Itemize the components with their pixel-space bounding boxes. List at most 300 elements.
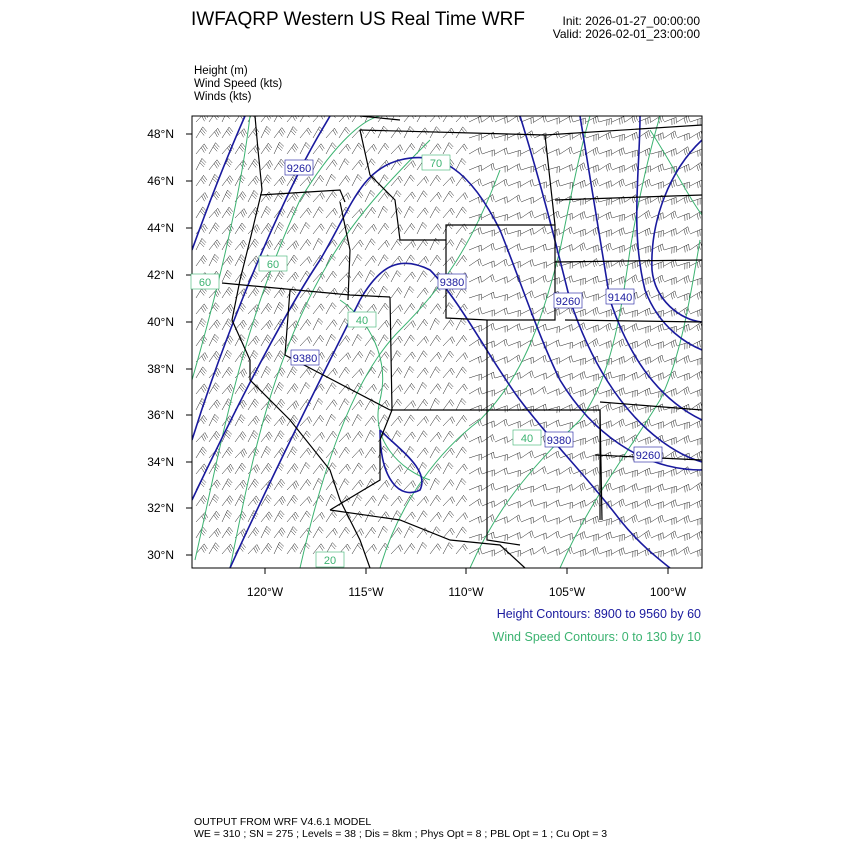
- wind-barb: [456, 398, 466, 410]
- wind-barb: [417, 462, 427, 474]
- wind-barb: [677, 244, 689, 252]
- wind-barb: [339, 464, 351, 474]
- wind-barb: [625, 421, 637, 429]
- wind-barb: [391, 385, 403, 394]
- wind-barb: [443, 320, 454, 331]
- wind-barb: [495, 277, 507, 284]
- wind-barb: [612, 117, 624, 125]
- wind-barb: [391, 305, 403, 314]
- wind-barb: [235, 415, 245, 427]
- wind-barb: [599, 310, 611, 318]
- wind-barb: [508, 501, 520, 508]
- wind-barb: [391, 319, 402, 330]
- wind-barb: [638, 308, 650, 316]
- wind-barb: [248, 159, 259, 170]
- wind-barb: [599, 550, 611, 558]
- wind-barb: [534, 133, 546, 140]
- wind-barb: [599, 532, 612, 540]
- wind-barb: [638, 531, 650, 540]
- wind-barb: [599, 150, 611, 158]
- wind-barb: [378, 526, 388, 538]
- wind-barb: [209, 240, 220, 250]
- wind-barb: [300, 497, 312, 507]
- wind-barb: [573, 438, 585, 445]
- wind-barb: [469, 165, 481, 172]
- wind-barb: [209, 111, 220, 122]
- field-label-wind-speed: Wind Speed (kts): [194, 78, 283, 90]
- wind-barb: [469, 485, 481, 492]
- wind-barb: [404, 352, 415, 362]
- height-contour-label: [634, 447, 662, 462]
- wind-barb: [495, 166, 507, 173]
- height-contour-label: [545, 432, 573, 447]
- wind-barb: [326, 320, 337, 330]
- wind-barb: [612, 245, 624, 253]
- wind-barb: [651, 373, 663, 381]
- wind-barb: [430, 144, 441, 154]
- wind-barb: [248, 336, 259, 346]
- wind-barb: [469, 294, 481, 301]
- wind-barb: [430, 175, 441, 186]
- wind-barb: [573, 163, 585, 171]
- wind-barb: [248, 385, 260, 395]
- wind-barb: [339, 353, 351, 362]
- wind-barb: [456, 144, 467, 154]
- svg-text:20: 20: [323, 555, 337, 567]
- wind-barb: [235, 449, 247, 458]
- wind-barb: [443, 463, 453, 475]
- wind-barb: [404, 303, 415, 314]
- wind-barb: [521, 500, 534, 507]
- wind-barb: [482, 372, 494, 379]
- wind-barb: [469, 259, 481, 266]
- wind-barb: [417, 368, 428, 378]
- wind-barb: [222, 350, 232, 362]
- wind-barb: [508, 341, 520, 348]
- wind-barb: [261, 143, 272, 154]
- wind-barb: [365, 527, 376, 538]
- wind-barb: [378, 206, 388, 218]
- wind-barb: [222, 496, 233, 506]
- wind-barb: [313, 432, 325, 442]
- wind-barb: [625, 515, 637, 523]
- wind-barb: [586, 467, 598, 475]
- wind-barb: [638, 179, 650, 187]
- height-contour-label: [438, 274, 466, 289]
- wind-barb: [599, 518, 612, 525]
- wind-barb: [586, 276, 598, 284]
- wind-barb: [443, 511, 454, 522]
- wind-barb: [521, 371, 533, 378]
- wind-barb: [586, 227, 598, 235]
- wind-barb: [352, 414, 362, 426]
- wind-barb: [261, 366, 271, 378]
- wind-barb: [469, 196, 481, 203]
- wind-barb: [534, 547, 546, 555]
- wind-barb: [196, 318, 206, 330]
- wind-barb: [378, 223, 389, 234]
- wind-barb: [664, 211, 676, 219]
- wind-barb: [625, 195, 637, 203]
- wind-barb: [274, 222, 284, 234]
- wind-barb: [430, 207, 440, 218]
- wind-barb: [300, 302, 310, 314]
- wind-barb: [222, 176, 233, 186]
- wind-barb: [313, 447, 323, 458]
- wind-barb: [677, 484, 689, 492]
- wind-barb: [664, 517, 676, 525]
- wind-barb: [352, 143, 363, 154]
- wind-barb: [625, 501, 637, 509]
- wind-barb: [222, 479, 232, 490]
- lat-tick-label: 48°N: [147, 127, 174, 141]
- height-contour-legend: Height Contours: 8900 to 9560 by 60: [496, 607, 701, 621]
- wind-barb: [209, 494, 219, 506]
- wind-barb: [222, 270, 232, 282]
- wind-barb: [469, 388, 482, 395]
- wind-barb: [235, 320, 247, 330]
- wind-barb: [534, 533, 546, 540]
- wind-barb: [430, 335, 441, 346]
- wind-barb: [287, 464, 298, 475]
- wind-barb: [443, 417, 455, 426]
- wind-barb: [300, 511, 311, 522]
- wind-barb: [625, 150, 637, 157]
- wind-barb: [378, 255, 388, 266]
- wind-barb: [469, 516, 481, 523]
- wind-barb: [625, 484, 638, 492]
- wind-barb: [677, 133, 689, 141]
- wind-barb: [391, 465, 403, 474]
- wind-barb: [534, 502, 546, 509]
- wind-barb: [378, 543, 389, 554]
- wind-barb: [573, 452, 586, 460]
- wind-barb: [495, 117, 507, 124]
- wind-barb: [352, 351, 363, 362]
- wind-barb: [651, 324, 664, 332]
- wind-barb: [365, 239, 375, 250]
- wind-barb: [664, 486, 676, 493]
- wind-barb: [404, 366, 414, 378]
- wind-barb: [365, 416, 376, 426]
- wind-barb: [417, 271, 427, 282]
- wind-barb: [638, 406, 650, 414]
- lat-tick-label: 32°N: [147, 501, 174, 515]
- wind-barb: [495, 454, 508, 461]
- wind-barb: [625, 181, 637, 189]
- wind-barb: [677, 387, 689, 395]
- lon-tick-label: 115°W: [348, 585, 384, 599]
- wind-barb: [326, 511, 337, 522]
- wind-barb: [430, 224, 441, 234]
- wind-barb: [586, 147, 598, 155]
- wind-barb: [391, 288, 402, 299]
- wind-barb: [638, 388, 650, 396]
- wind-barb: [378, 303, 389, 314]
- wind-barb: [391, 176, 403, 186]
- wind-barb: [365, 144, 377, 154]
- wind-barb: [235, 335, 245, 347]
- wind-barb: [651, 342, 663, 350]
- wind-barb: [482, 550, 494, 557]
- wind-barb: [625, 310, 637, 317]
- wind-barb: [482, 435, 494, 443]
- wind-barb: [560, 467, 572, 474]
- wind-barb: [664, 500, 677, 508]
- wind-barb: [677, 116, 690, 124]
- wind-barb: [378, 320, 390, 330]
- wind-barb: [495, 339, 507, 346]
- wind-barb: [560, 516, 573, 523]
- wind-barb: [235, 223, 246, 234]
- wind-barb: [560, 116, 573, 123]
- wind-barb: [417, 319, 428, 330]
- wind-barb: [196, 384, 207, 394]
- wind-barb: [677, 373, 689, 381]
- wind-barb: [196, 193, 208, 203]
- wind-barb: [339, 176, 350, 187]
- wind-barb: [547, 149, 559, 156]
- wind-barb: [404, 446, 414, 458]
- wind-barb: [612, 179, 624, 187]
- wind-barb: [261, 512, 272, 522]
- wind-barb: [521, 180, 534, 187]
- wind-barb: [508, 293, 520, 300]
- wind-barb: [274, 142, 284, 154]
- wind-barb: [625, 230, 637, 237]
- wind-barb: [482, 390, 494, 397]
- wind-barb: [534, 275, 546, 282]
- wind-barb: [664, 340, 677, 348]
- wind-barb: [560, 147, 572, 154]
- wind-barb: [300, 431, 311, 442]
- wind-barb: [690, 389, 702, 397]
- wind-barb: [287, 207, 297, 219]
- wind-barb: [534, 262, 546, 269]
- wind-barb: [560, 422, 572, 429]
- wind-barb: [261, 126, 271, 138]
- wind-barb: [586, 547, 598, 555]
- wind-barb: [469, 374, 481, 381]
- wind-barb: [651, 502, 663, 510]
- wind-barb: [300, 222, 310, 234]
- wind-barb: [508, 421, 520, 428]
- wind-barb: [287, 112, 299, 122]
- wind-barb: [612, 148, 625, 156]
- svg-text:70: 70: [429, 158, 443, 170]
- wind-barb: [222, 544, 234, 554]
- wind-barb: [677, 356, 690, 364]
- wind-barb: [638, 211, 650, 220]
- wind-barb: [495, 419, 507, 426]
- wind-barb: [274, 399, 285, 410]
- wind-barb: [508, 453, 520, 460]
- wind-barb: [612, 228, 625, 236]
- wind-barb: [235, 160, 247, 170]
- wind-barb: [430, 352, 442, 362]
- wind-barb: [339, 256, 350, 267]
- wind-barb: [196, 144, 207, 154]
- wind-barb: [235, 480, 247, 490]
- wind-barb: [287, 481, 299, 490]
- wind-barb: [404, 286, 414, 298]
- wind-barb: [248, 496, 259, 506]
- wind-barb: [625, 390, 637, 397]
- wind-barb: [261, 192, 272, 202]
- wind-barb: [547, 326, 560, 333]
- wind-barb: [482, 163, 494, 170]
- wind-barb: [209, 400, 220, 410]
- wind-barb: [560, 485, 572, 492]
- wind-barb: [482, 230, 494, 237]
- wind-barb: [456, 175, 467, 186]
- wind-barb: [196, 495, 207, 506]
- wind-barb: [664, 246, 676, 253]
- wind-barb: [430, 112, 442, 122]
- wind-barb: [599, 403, 611, 411]
- wind-barb: [612, 534, 624, 541]
- wind-barb: [547, 309, 559, 316]
- wind-barb: [300, 208, 311, 218]
- wind-barb: [677, 196, 690, 204]
- wind-barb: [573, 278, 585, 285]
- wind-barb: [456, 367, 467, 378]
- wind-barb: [495, 486, 507, 493]
- wind-barb: [469, 436, 481, 443]
- wind-barbs: [196, 110, 702, 558]
- wind-barb: [560, 533, 572, 540]
- wind-barb: [326, 174, 336, 186]
- wind-barb: [326, 400, 337, 410]
- wind-barb: [456, 158, 466, 170]
- wind-barb: [365, 464, 377, 474]
- wind-barb: [651, 230, 664, 237]
- wind-barb: [690, 483, 702, 492]
- wind-barb: [560, 373, 572, 380]
- wind-barb: [573, 500, 585, 508]
- wind-barb: [300, 257, 312, 267]
- wind-barb: [326, 271, 337, 282]
- wind-barb: [664, 229, 676, 237]
- wind-barb: [573, 389, 585, 397]
- wind-barb: [235, 369, 247, 378]
- wind-barb: [196, 255, 207, 266]
- svg-text:40: 40: [520, 433, 534, 445]
- wind-barb: [443, 303, 453, 315]
- wind-barb: [365, 350, 375, 362]
- wind-barb: [404, 543, 415, 554]
- svg-text:9380: 9380: [292, 353, 318, 365]
- wind-barb: [586, 245, 598, 253]
- wind-barb: [196, 127, 207, 138]
- wind-barb: [547, 531, 559, 538]
- wind-barb: [638, 486, 650, 494]
- wind-barb: [248, 479, 259, 490]
- wind-barb: [391, 128, 402, 139]
- wind-barb: [313, 112, 325, 122]
- wind-barb: [391, 368, 402, 379]
- wind-barb: [417, 256, 429, 266]
- wind-barb: [222, 527, 233, 538]
- wind-barb: [287, 544, 298, 555]
- wind-barb: [313, 512, 325, 522]
- wind-barb: [326, 431, 337, 442]
- wind-barb: [391, 239, 402, 250]
- wind-barb: [638, 517, 650, 525]
- wind-barb: [391, 271, 401, 283]
- lat-tick-label: 40°N: [147, 315, 174, 329]
- wind-barb: [274, 479, 285, 490]
- svg-text:9380: 9380: [546, 435, 572, 447]
- wind-barb: [248, 287, 259, 298]
- wind-barb: [430, 367, 440, 378]
- wind-barb: [612, 134, 624, 141]
- wind-barb: [482, 261, 494, 268]
- wind-barb: [586, 534, 598, 542]
- wind-barb: [625, 324, 638, 332]
- wind-barb: [326, 414, 336, 426]
- wind-barb: [677, 502, 689, 509]
- wind-barb: [625, 132, 637, 140]
- wind-barb: [495, 148, 508, 155]
- wind-barb: [638, 437, 650, 445]
- wind-barb: [235, 432, 246, 443]
- wind-barb: [326, 143, 336, 154]
- wind-barb: [456, 353, 468, 363]
- wind-barb: [573, 212, 586, 220]
- wind-barb: [495, 548, 508, 555]
- wind-barb: [612, 374, 624, 381]
- wind-barb: [417, 222, 427, 234]
- wind-barb: [612, 277, 624, 285]
- lat-tick-label: 34°N: [147, 455, 174, 469]
- wind-barb: [677, 422, 689, 429]
- wind-barb: [456, 113, 468, 123]
- wind-barb: [651, 262, 663, 270]
- wind-barb: [339, 527, 350, 538]
- wind-barb: [365, 127, 376, 138]
- wind-barb: [443, 368, 455, 378]
- wind-barb: [456, 433, 468, 443]
- wind-barb: [586, 259, 598, 268]
- wind-barb: [547, 389, 559, 396]
- wind-barb: [469, 468, 482, 475]
- wind-barb: [690, 243, 702, 252]
- wind-barb: [274, 416, 286, 426]
- wind-barb: [300, 462, 310, 474]
- wind-barb: [599, 323, 611, 331]
- wind-barb: [391, 496, 403, 506]
- wind-barb: [235, 352, 246, 363]
- wind-barb: [443, 240, 454, 251]
- wind-barb: [625, 261, 637, 269]
- wind-barb: [287, 527, 297, 539]
- wind-barb: [300, 239, 311, 250]
- wind-barb: [586, 516, 598, 524]
- wind-barb: [404, 512, 415, 522]
- wind-barb: [547, 340, 560, 347]
- wind-barb: [547, 518, 559, 525]
- wind-barb: [521, 260, 534, 267]
- wind-barb: [274, 159, 285, 170]
- wind-barb: [599, 278, 612, 285]
- wind-contour-label: [348, 312, 376, 327]
- wind-barb: [352, 431, 363, 442]
- wind-barb: [456, 513, 468, 523]
- lat-tick-label: 36°N: [147, 408, 174, 422]
- wind-barb: [677, 227, 689, 235]
- wind-barb: [261, 526, 271, 538]
